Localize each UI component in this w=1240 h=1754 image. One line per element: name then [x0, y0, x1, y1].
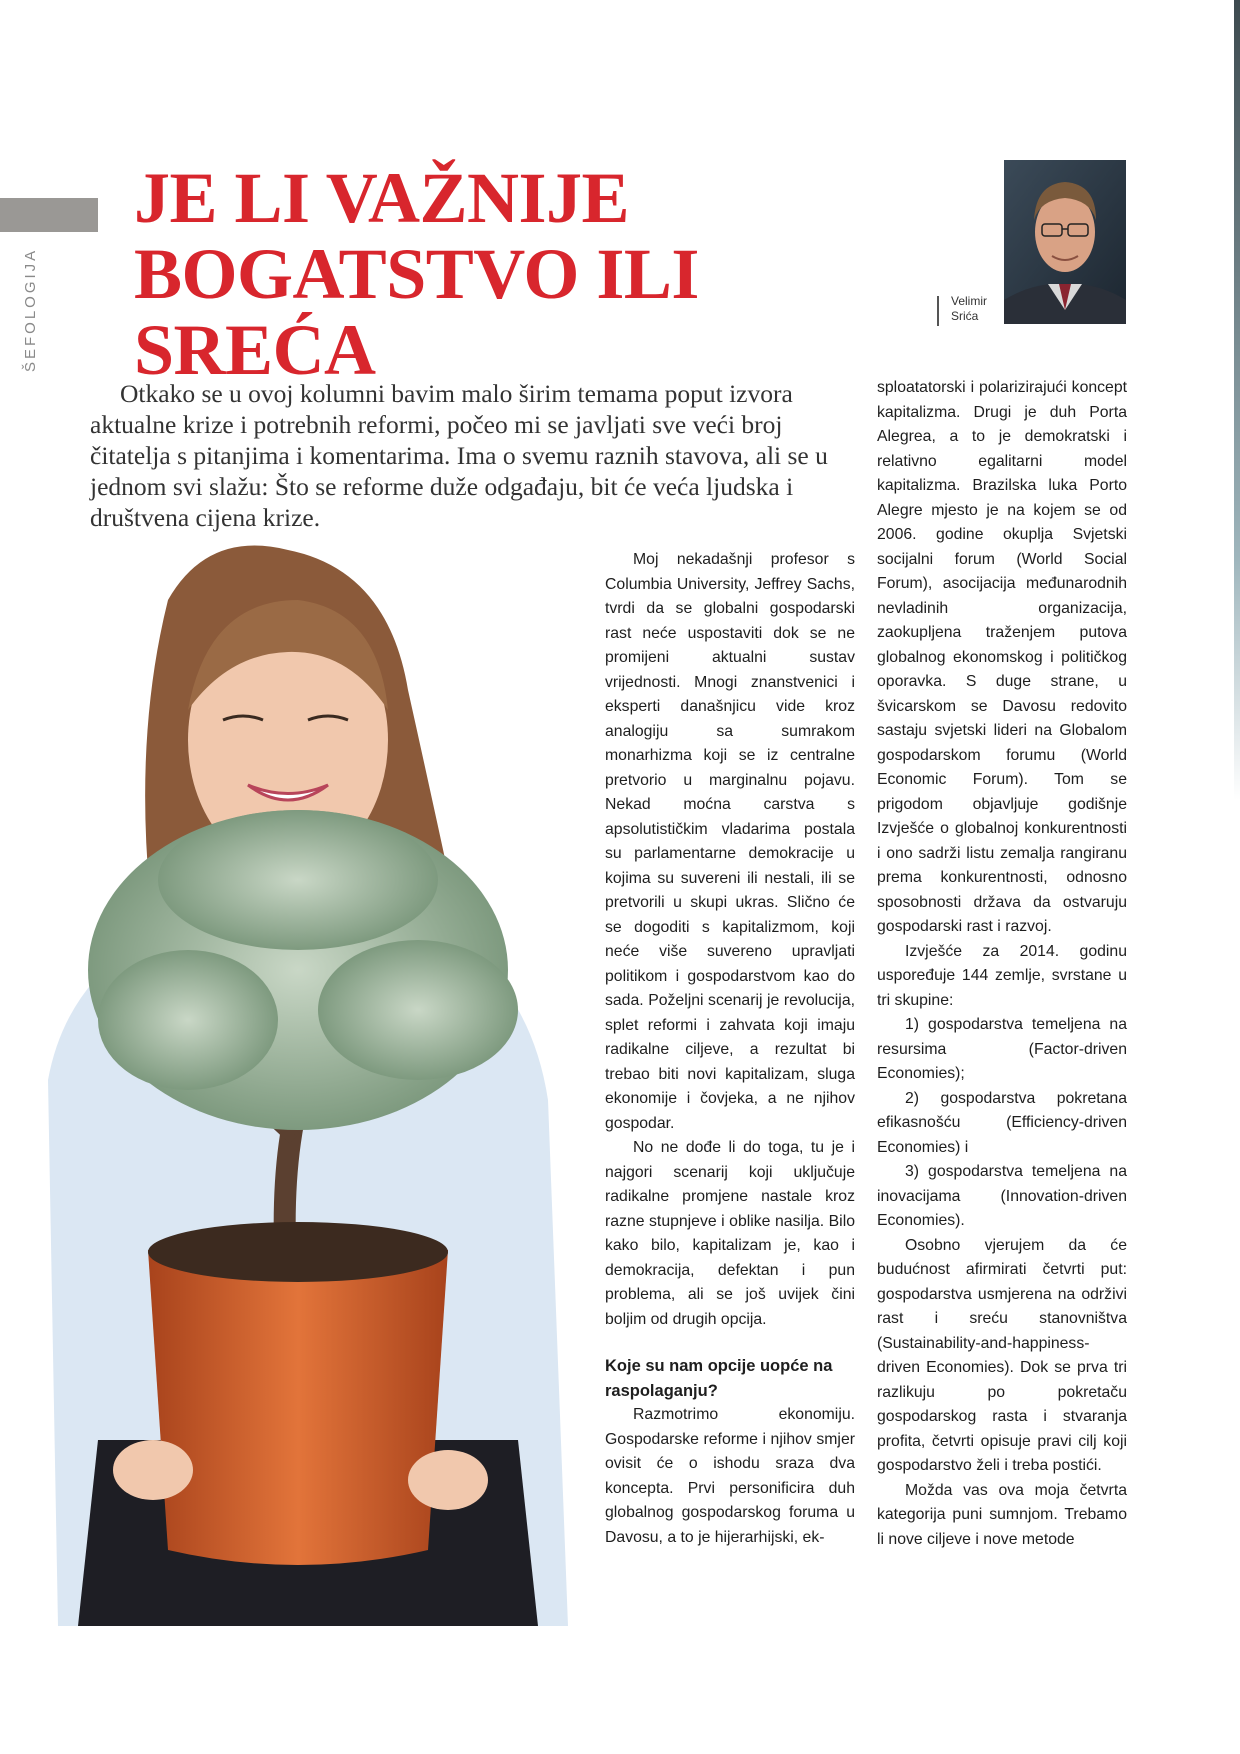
author-first-name: Velimir	[951, 294, 988, 308]
column-right	[877, 376, 1127, 1552]
paragraph: Razmotrimo ekonomiju. Gospodarske reforme i njihov smjer ovisit će o ishodu sraza dva koncepta. Prvi personificira duh globalnog gospodarskog foruma u Davosu, a to je hijerarhijski, ek-	[605, 1406, 855, 1546]
section-label: ŠEFOLOGIJA	[22, 247, 39, 372]
list-item: 3) gospodarstva temeljena na inovacijama (Innovation-driven Economies).	[877, 1163, 1127, 1229]
author-divider	[937, 296, 939, 326]
list-item: 1) gospodarstva temeljena na resursima (Factor-driven Economies);	[877, 1016, 1127, 1082]
woman-with-money-tree-photo	[28, 540, 608, 1626]
page-edge-stripe	[1234, 0, 1240, 800]
article-lead: Otkako se u ovoj kolumni bavim malo širim temama poput izvora aktualne krize i potrebnih reformi, počeo mi se javljati sve veći broj čitatelja s pitanjima i komentarima. Ima o svemu raznih stavova, ali se u jednom svi slažu: Što se reforme duže odgađaju, bit će veća ljudska i društvena cijena krize.	[90, 379, 828, 532]
author-last-name: Srića	[951, 309, 979, 323]
paragraph: Izvješće za 2014. godinu uspoređuje 144 zemlje, svrstane u tri skupine:	[877, 942, 1127, 1009]
paragraph: Moj nekadašnji profesor s Columbia University, Jeffrey Sachs, tvrdi da se globalni gospodarski rast neće uspostaviti dok se ne promijeni aktualni sustav vrijednosti. Mnogi znanstvenici i eksperti današnjicu vide kroz analogiju sa sumrakom monarhizma koji se iz centralne pretvorio u marginalnu pojavu. Nekad moćna carstva s apsolutističkim vladarima postala su parlamentarne demokracije u kojima su suvereni ili nestali, ili se pretvorili u skupi ukras. Slično će se dogoditi s kapitalizmom, koji neće više suvereno upravljati politikom i gospodarstvom kao do sada. Poželjni scenarij je revolucija, splet reformi i zahvata koji imaju radikalne ciljeve, a rezultat bi trebao biti novi kapitalizam, sluga ekonomije i čovjeka, a ne njihov gospodar.	[605, 551, 855, 1132]
paragraph: Možda vas ova moja četvrta kategorija puni sumnjom. Trebamo li nove ciljeve i nove metode	[877, 1481, 1127, 1548]
column-middle	[605, 548, 855, 1550]
article-title: JE LI VAŽNIJE BOGATSTVO ILI SREĆA	[134, 158, 699, 390]
subheading: Koje su nam opcije uopće na raspolaganju?	[605, 1357, 833, 1400]
list-item: 2) gospodarstva pokretana efikasnošću (Efficiency-driven Economies) i	[877, 1089, 1127, 1156]
section-tab-marker	[0, 198, 98, 232]
paragraph: No ne dođe li do toga, tu je i najgori scenarij koji uključuje radikalne promjene nastale kroz razne stupnjeve i oblike nasilja. Bilo kako bilo, kapitalizam je, kao i demokracija, defektan i pun problema, ali se još uvijek čini boljim od drugih opcija.	[605, 1139, 855, 1328]
paragraph: Osobno vjerujem da će budućnost afirmirati četvrti put: gospodarstva usmjerena na održivi rast i sreću stanovništva (Sustainability-and-happiness-driven Economies). Dok se prva tri razlikuju po pokretaču gospodarskog rasta i stvaranja profita, četvrti opisuje pravi cilj koji gospodarstvo želi i treba postići.	[877, 1236, 1127, 1474]
author-portrait	[1004, 160, 1126, 324]
paragraph: sploatatorski i polarizirajući koncept kapitalizma. Drugi je duh Porta Alegrea, a to je demokratski i relativno egalitarni model kapitalizma. Brazilska luka Porto Alegre mjesto je na kojem se od 2006. godine okuplja Svjetski socijalni forum (World Social Forum), asocijacija međunarodnih nevladinih organizacija, zaokupljena traženjem putova globalnog ekonomskog i političkog oporavka. S duge strane, u švicarskom se Davosu redovito sastaju svjetski lideri na Globalom gospodarskom forumu (World Economic Forum). Tom se prigodom objavljuje godišnje Izvješće o globalnoj konkurentnosti i ono sadrži listu zemalja rangiranu prema konkurentnosti, odnosno sposobnosti država da ostvaruju gospodarski rast i razvoj.	[877, 379, 1127, 935]
author-name	[951, 294, 1001, 324]
